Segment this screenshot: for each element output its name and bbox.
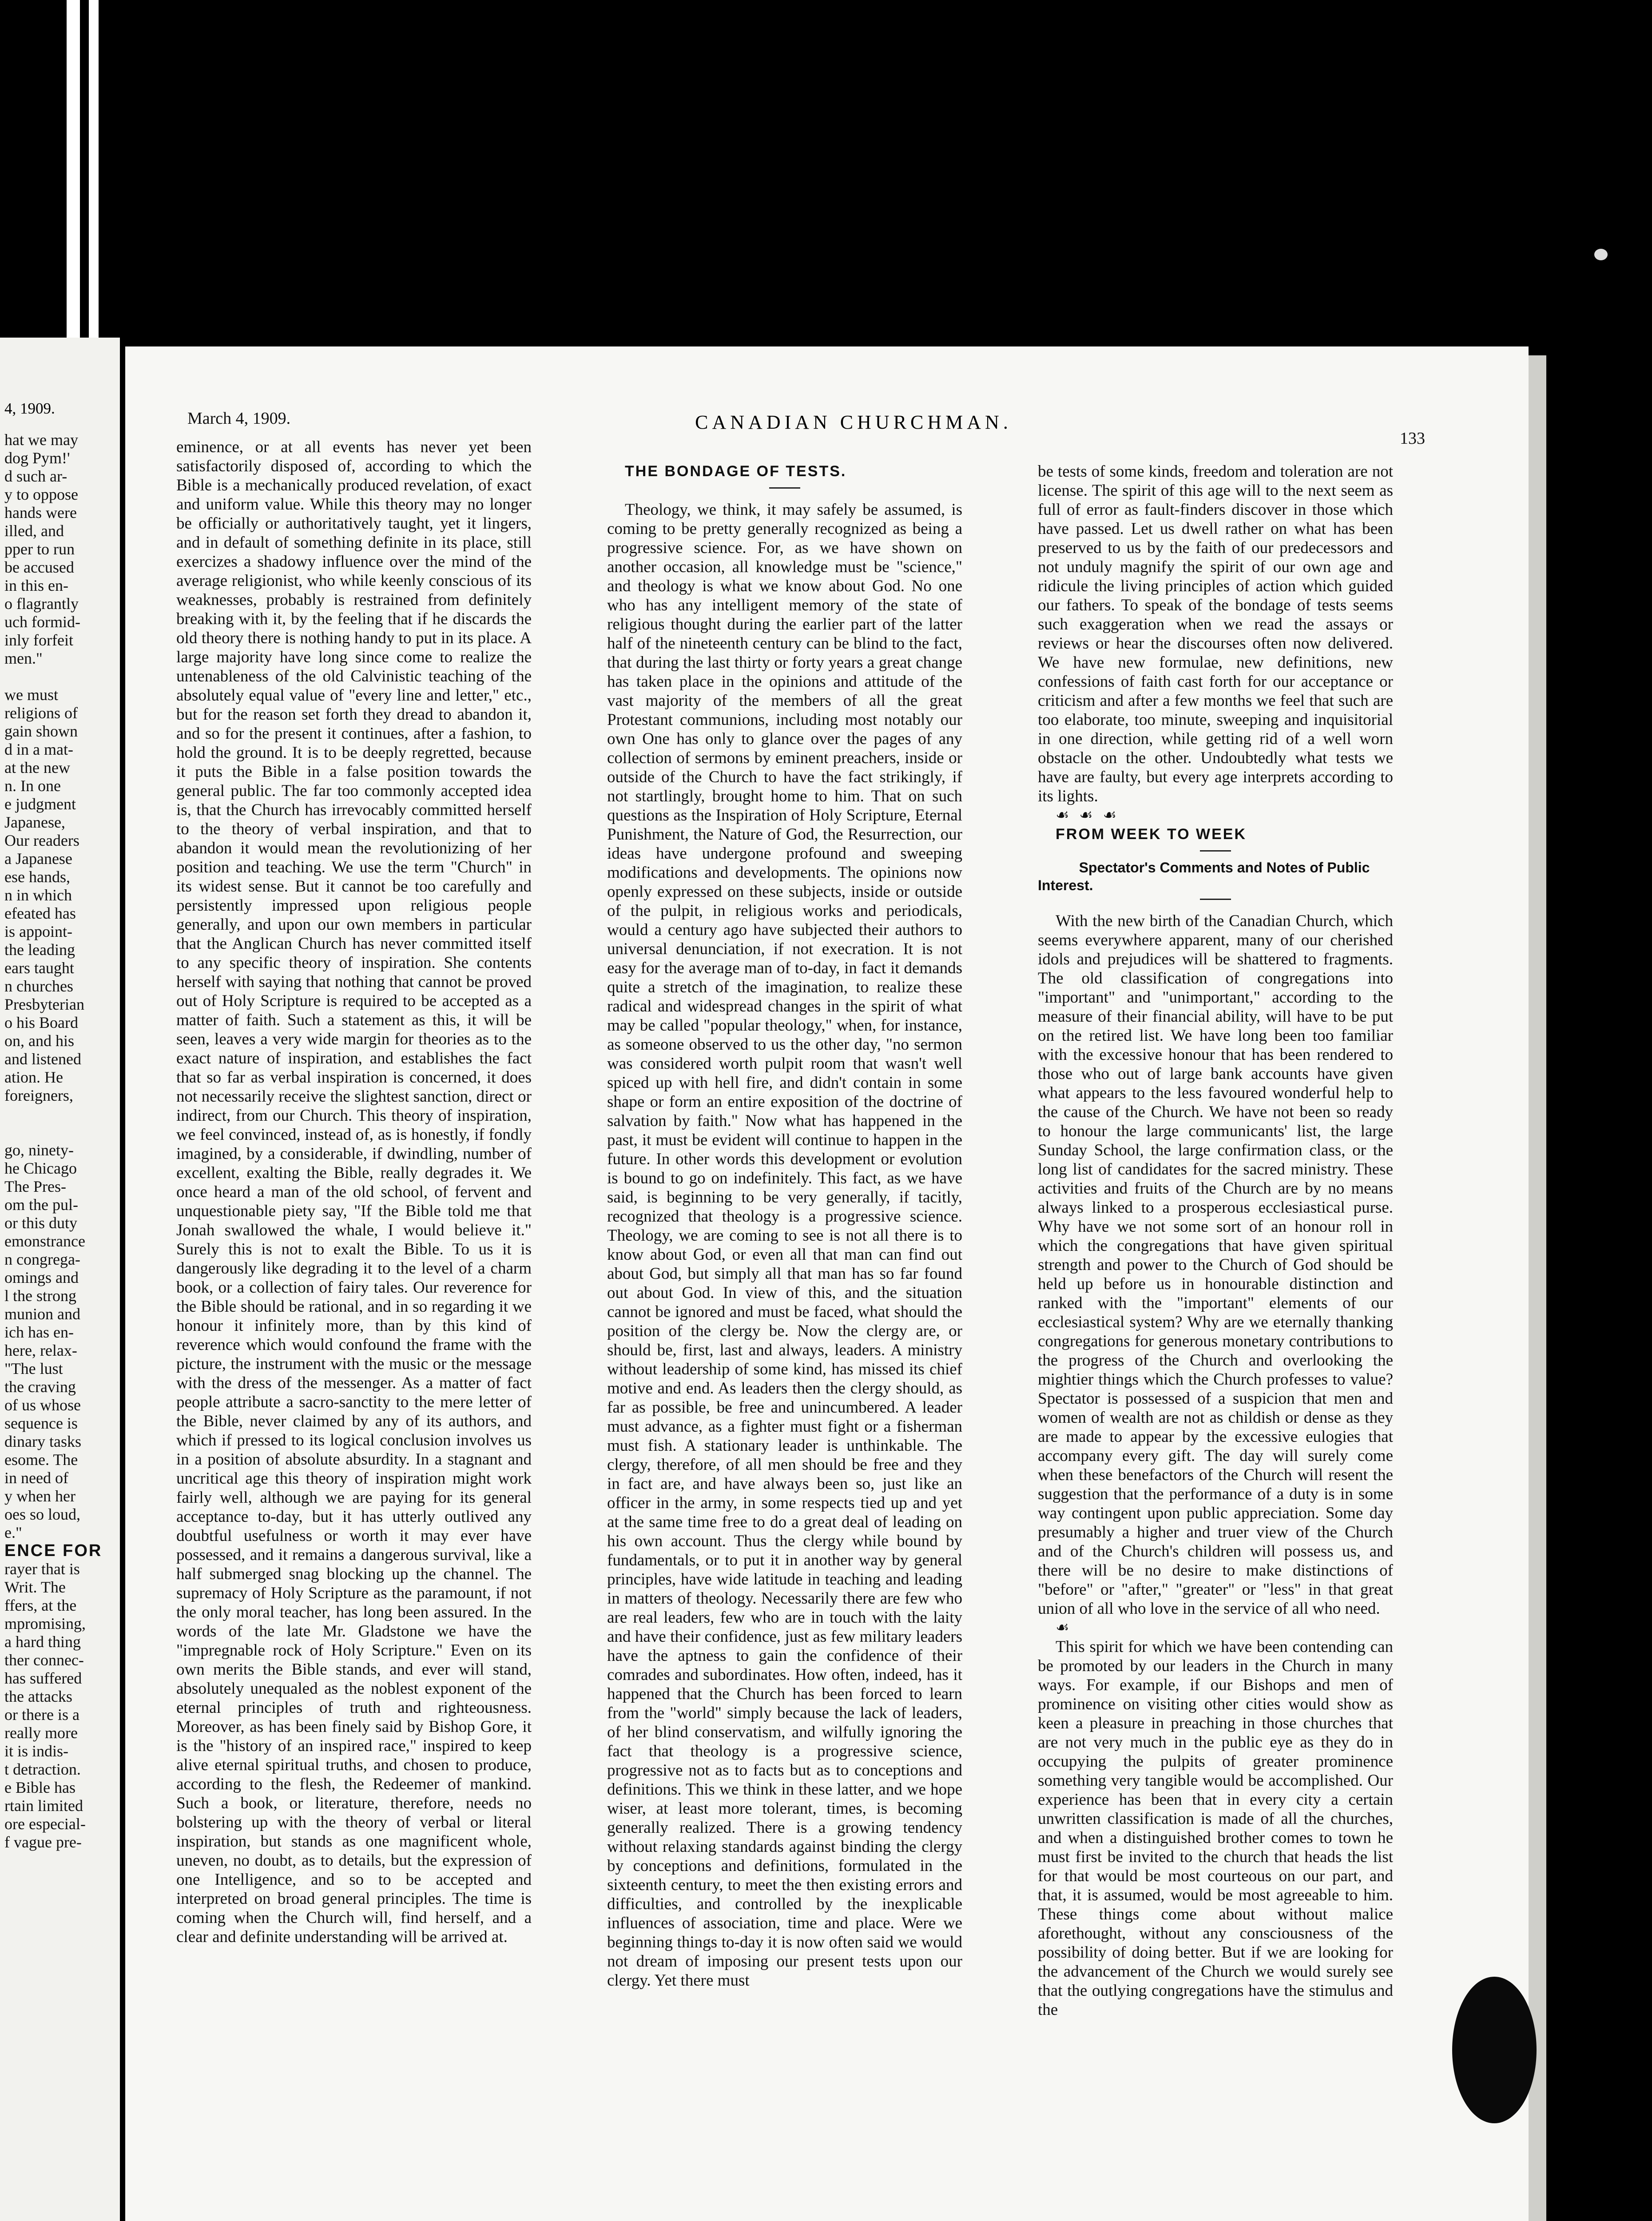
previous-page-line: ation. He bbox=[4, 1068, 63, 1086]
previous-page-line: n in which bbox=[4, 886, 72, 904]
previous-page-line: ther connec- bbox=[4, 1651, 84, 1669]
newspaper-page bbox=[125, 346, 1529, 2221]
column-3-paragraph-bottom: This spirit for which we have been contending can be promoted by our leaders in the Church in many ways. For example, if our Bishops and men of prominence on visiting other cities would show as keen a pleasure in preaching in those churches that are not very much in the public eye as they do in occupying the pulpits of greater prominence something very tangible would be accomplished. Our experience has been that in every city a certain unwritten classification is made of all the churches, and when a distinguished brother comes to town he must first be invited to the church that heads the list for that would be most courteous on our part, and that, it is assumed, would be most agreeable to him. These things come about without malice aforethought, without any consciousness of the possibility of doing better. But if we are looking for the advancement of the Church we would surely see that the outlying congregations have the stimulus and the bbox=[1038, 1638, 1393, 2019]
previous-page-line: hands were bbox=[4, 504, 77, 521]
previous-page-line: has suffered bbox=[4, 1669, 82, 1687]
column-1 bbox=[176, 438, 532, 1946]
previous-page-line: pper to run bbox=[4, 540, 75, 558]
previous-page-line: The Pres- bbox=[4, 1178, 66, 1195]
previous-page-line: we must bbox=[4, 686, 58, 704]
article-heading-from-week-to-week: FROM WEEK TO WEEK bbox=[1056, 826, 1247, 843]
previous-page-line: the leading bbox=[4, 941, 75, 959]
previous-page-line: d in a mat- bbox=[4, 740, 73, 758]
article-heading-bondage-of-tests: THE BONDAGE OF TESTS. bbox=[625, 463, 847, 480]
ornament-divider-small: ☙ bbox=[1056, 1619, 1072, 1636]
subheading-rule bbox=[1200, 899, 1231, 900]
previous-page-line: the attacks bbox=[4, 1688, 72, 1705]
previous-page-line: ore especial- bbox=[4, 1815, 86, 1833]
previous-page-line: Our readers bbox=[4, 832, 79, 849]
previous-page-line: of us whose bbox=[4, 1396, 81, 1414]
previous-page-line: inly forfeit bbox=[4, 631, 73, 649]
previous-page-line: really more bbox=[4, 1724, 78, 1742]
previous-page-line: emonstrance bbox=[4, 1232, 85, 1250]
previous-page-line: efeated has bbox=[4, 904, 76, 922]
column-1-paragraph: eminence, or at all events has never yet been satisfactorily disposed of, according to which the Bible is a mechanically produced revelation, of exact and uniform value. While this theory may no longer be officially or authoritatively taught, yet it lingers, and in default of something definite in its place, still exercizes a shadowy influence over the mind of the average religionist, who while keenly conscious of its weaknesses, probably is restrained from definitely breaking with it, by the feeling that if he discards the old theory there is nothing handy to put in its place. A large majority have long since come to realize the untenableness of the old Calvinistic teaching of the absolutely equal value of "every line and letter," etc., but for the reason set forth they dread to abandon it, and so for the present it continues, after a fashion, to hold the ground. It is to be deeply regretted, because it puts the Bible in a false position towards the general public. The far too commonly accepted idea is, that the Church has irrevocably committed herself to the theory of verbal inspiration, and that to abandon it would mean the revolutionizing of her position and teaching. We use the term "Church" in its widest sense. But it cannot be too carefully and persistently impressed upon religious people generally, and upon our own members in particular that the Anglican Church has never committed itself to any specific theory of inspiration. She contents herself with saying that nothing that cannot be proved out of Holy Scripture is required to be accepted as a matter of faith. Such a statement as this, it will be seen, leaves a very wide margin for theories as to the exact nature of inspiration, and establishes the fact that so far as verbal inspiration is concerned, it does not necessarily receive the slightest sanction, direct or indirect, from our Church. This theory of inspiration, we feel convinced, instead of, as is honestly, if fondly imagined, by a considerable, if dwindling, number of excellent, exalting the Bible, really degrades it. We once heard a man of the old school, of fervent and unquestionable piety say, "If the Bible told me that Jonah swallowed the whale, I would believe it." Surely this is not to exalt the Bible. To us it is dangerously like degrading it to the level of a charm book, or a collection of fairy tales. Our reverence for the Bible should be rational, and in so regarding it we honour it infinitely more, than by this kind of reverence which would confound the frame with the picture, the instrument with the music or the message with the dress of the messenger. As a matter of fact people attribute a sacro-sanctity to the mere letter of the Bible, never claimed by any of its authors, and which if pressed to its logical conclusion involves us in a position of absolute absurdity. In a stagnant and uncritical age this theory of inspiration might work fairly well, although we are paying for its general acceptance to-day, but it has utterly outlived any doubtful usefulness or worth it may ever have possessed, and it remains a dangerous survival, like a half submerged snag blocking up the channel. The supremacy of Holy Scripture as the paramount, if not the only moral teacher, has long been assured. In the words of the late Mr. Gladstone we have the "impregnable rock of Holy Scripture." Even on its own merits the Bible stands, and ever will stand, absolutely unequaled as the noblest exponent of the eternal principles of truth and righteousness. Moreover, as has been finely said by Bishop Gore, it is the "history of an inspired race," inspired to keep alive eternal spiritual truths, and chosen to produce, according to the flesh, the Redeemer of mankind. Such a book, or literature, therefore, needs no bolstering up with the theory of verbal or literal inspiration, but stands as one magnificent whole, uneven, no doubt, as to details, but the expression of one Intelligence, and so to be accepted and interpreted on broad general principles. The time is coming when the Church will, find herself, and a clear and definite understanding will be arrived at. bbox=[176, 438, 532, 1946]
previous-page-line: religions of bbox=[4, 704, 78, 722]
previous-page-line: mpromising, bbox=[4, 1615, 86, 1632]
previous-page-line: rayer that is bbox=[4, 1560, 80, 1578]
column-3 bbox=[1038, 462, 1393, 2019]
scan-smudge bbox=[1452, 1977, 1537, 2123]
previous-page-line bbox=[4, 1123, 118, 1141]
previous-page-line: e." bbox=[4, 1524, 22, 1541]
previous-page-line: at the new bbox=[4, 759, 70, 776]
previous-page-line: men." bbox=[4, 649, 43, 667]
previous-page-line: f vague pre- bbox=[4, 1833, 82, 1851]
previous-page-line: om the pul- bbox=[4, 1196, 78, 1214]
previous-page-line: y when her bbox=[4, 1487, 75, 1505]
previous-page-line: n churches bbox=[4, 977, 73, 995]
previous-page-line bbox=[4, 668, 118, 686]
previous-page-line: or this duty bbox=[4, 1214, 78, 1232]
previous-page-line: go, ninety- bbox=[4, 1141, 74, 1159]
previous-page-line: o his Board bbox=[4, 1014, 78, 1031]
previous-page-line bbox=[4, 1105, 118, 1123]
previous-page-line: t detraction. bbox=[4, 1760, 81, 1778]
previous-page-line: a hard thing bbox=[4, 1633, 81, 1651]
previous-page-line: ese hands, bbox=[4, 868, 70, 886]
previous-page-line: rtain limited bbox=[4, 1797, 83, 1815]
previous-page-header-date: 4, 1909. bbox=[4, 400, 55, 417]
previous-page-line: n congrega- bbox=[4, 1250, 80, 1268]
previous-page-line: sequence is bbox=[4, 1414, 78, 1432]
previous-page-line: the craving bbox=[4, 1378, 76, 1396]
previous-page-line: or there is a bbox=[4, 1706, 79, 1723]
previous-page-line: y to oppose bbox=[4, 486, 78, 503]
previous-page-line: "The lust bbox=[4, 1360, 63, 1377]
previous-page-line: ears taught bbox=[4, 959, 74, 977]
previous-page-line: omings and bbox=[4, 1269, 79, 1286]
previous-page-line: is appoint- bbox=[4, 923, 72, 940]
previous-page-line: in this en- bbox=[4, 577, 68, 594]
previous-page-line: foreigners, bbox=[4, 1087, 73, 1104]
article-subheading: Spectator's Comments and Notes of Public Interest. bbox=[1038, 860, 1370, 893]
page-edge-shadow bbox=[1529, 355, 1546, 2221]
previous-page-line: munion and bbox=[4, 1305, 80, 1323]
previous-page-line: e judgment bbox=[4, 795, 76, 813]
previous-page-line: d such ar- bbox=[4, 467, 68, 485]
newspaper-title: CANADIAN CHURCHMAN. bbox=[695, 411, 1012, 433]
previous-page-heading: ENCE FOR bbox=[4, 1541, 103, 1560]
previous-page-line: ffers, at the bbox=[4, 1596, 77, 1614]
previous-page-line: Writ. The bbox=[4, 1578, 66, 1596]
previous-page-text bbox=[4, 431, 118, 1851]
previous-page-line: a Japanese bbox=[4, 850, 72, 868]
page-number: 133 bbox=[1400, 429, 1425, 448]
heading-rule bbox=[769, 487, 800, 489]
previous-page-line: be accused bbox=[4, 558, 74, 576]
column-2 bbox=[607, 462, 962, 1990]
heading-rule bbox=[1200, 850, 1231, 852]
previous-page-line: dog Pym!' bbox=[4, 449, 70, 467]
previous-page-fragment bbox=[0, 338, 120, 2221]
column-3-paragraph-top: be tests of some kinds, freedom and toleration are not license. The spirit of this age will to the next seem as full of error as fault-finders discover in those which have passed. Let us dwell rather on what has been preserved to us by the faith of our predecessors and not unduly magnify the spirit of our own age and ridicule the living principles of action which guided our fathers. To speak of the bondage of tests seems such exaggeration when we read the assays or reviews or hear the discourses often now delivered. We have new formulae, new definitions, new confessions of faith cast forth for our acceptance or criticism and after a few months we feel that such are too elaborate, too minute, sweeping and inquisitorial in one direction, while getting rid of a well worn obstacle on the other. Undoubtedly what tests we have are faulty, but every age interprets according to its lights. bbox=[1038, 462, 1393, 805]
previous-page-line: here, relax- bbox=[4, 1341, 77, 1359]
previous-page-line: ich has en- bbox=[4, 1323, 74, 1341]
previous-page-line: oes so loud, bbox=[4, 1505, 80, 1523]
previous-page-line: gain shown bbox=[4, 722, 78, 740]
previous-page-line: he Chicago bbox=[4, 1159, 77, 1177]
previous-page-line: dinary tasks bbox=[4, 1433, 81, 1450]
previous-page-line: n. In one bbox=[4, 777, 61, 795]
previous-page-line: e Bible has bbox=[4, 1779, 75, 1796]
previous-page-line: Japanese, bbox=[4, 813, 65, 831]
previous-page-line: l the strong bbox=[4, 1287, 76, 1305]
ornament-divider: ☙ ☙ ☙ bbox=[1056, 806, 1120, 824]
previous-page-line: esome. The bbox=[4, 1451, 78, 1469]
previous-page-line: and listened bbox=[4, 1050, 81, 1068]
previous-page-line: in need of bbox=[4, 1469, 68, 1487]
previous-page-line: o flagrantly bbox=[4, 595, 79, 613]
page-date: March 4, 1909. bbox=[187, 409, 291, 428]
previous-page-line: it is indis- bbox=[4, 1742, 69, 1760]
speck bbox=[1594, 249, 1608, 260]
column-2-paragraph: Theology, we think, it may safely be assumed, is coming to be pretty generally recognized as being a progressive science. For, as we have shown on another occasion, all knowledge must be "science," and theology is what we know about God. No one who has any intelligent memory of the state of religious thought during the earlier part of the latter half of the nineteenth century can be blind to the fact, that during the last thirty or forty years a great change has taken place in the opinions and attitude of the vast majority of the members of all the great Protestant communions, including most notably our own One has only to glance over the pages of any collection of sermons by eminent preachers, inside or outside of the Church to have the fact strikingly, if not startlingly, brought home to him. That on such questions as the Inspiration of Holy Scripture, Eternal Punishment, the Nature of God, the Resurrection, our ideas have undergone profound and sweeping modifications and developments. The opinions now openly expressed on these subjects, inside or outside of the pulpit, in religious works and periodicals, would a century ago have subjected their authors to universal denunciation, if not execration. It is not easy for the average man of to-day, in fact it demands quite a stretch of the imagination, to realize these radical and widespread changes in the spirit of what may be called "popular theology," when, for instance, as someone observed to us the other day, "no sermon was considered worth pulpit room that wasn't well spiced up with hell fire, and didn't contain in some shape or form an entire exposition of the doctrine of salvation by faith." Now what has happened in the past, it must be evident will continue to happen in the future. In other words this development or evolution is bound to go on indefinitely. This fact, as we have said, is beginning to be very generally, if tacitly, recognized that theology is a progressive science. Theology, we are coming to see is not all there is to know about God, or even all that man can find out about God, but simply all that man has so far found out about God. In view of this, and the situation cannot be ignored and must be faced, what should the position of the clergy be. Now the clergy are, or should be, first, last and always, leaders. A ministry without leadership of some kind, has missed its chief motive and end. As leaders then the clergy should, as far as possible, be free and unincumbered. A leader must advance, as a fighter must fight or a fisherman must fish. A stationary leader is unthinkable. The clergy, therefore, of all men should be free and they in fact are, and have always been so, just like an officer in the army, in some respects tied up and yet at the same time free to do a great deal of leading on his own account. Thus the clergy while bound by fundamentals, or to put it in another way by general principles, have wide latitude in teaching and leading in matters of theology. Necessarily there are few who are real leaders, few who are in touch with the laity and have their confidence, just as few military leaders have the aptness to gain the confidence of their comrades and subordinates. How often, indeed, has it happened that the Church has been forced to learn from the "world" simply because the lack of leaders, of her blind conservatism, and wilfully ignoring the fact that theology is a progressive science, progressive not as to facts but as to conceptions and definitions. This we think in these latter, and we hope wiser, at least more tolerant, times, is becoming generally realized. There is a growing tendency without relaxing standards against binding the clergy by conceptions and definitions, formulated in the sixteenth century, to meet the then existing errors and difficulties, and controlled by the inexplicable influences of association, time and place. Were we beginning things to-day it is now often said we would not dream of imposing our present tests upon our clergy. Yet there must bbox=[607, 501, 962, 1990]
column-3-paragraph-mid: With the new birth of the Canadian Church, which seems everywhere apparent, many of our cherished idols and prejudices will be shattered to fragments. The old classification of congregations into "important" and "unimportant," according to the measure of their financial ability, will have to be put on the retired list. We have long been too familiar with the excessive honour that has been rendered to those who out of large bank accounts have given what appears to the less favoured wonderful help to the cause of the Church. We have not been so ready to honour the large communicants' list, the large Sunday School, the large confirmation class, or the long list of candidates for the sacred ministry. These activities and fruits of the Church are by no means always linked to a prosperous ecclesiastical purse. Why have we not some sort of an honour roll in which the congregations that have given spiritual strength and power to the Church of God should be held up before us in honourable distinction and ranked with the "important" elements of our ecclesiastical system? Why are we eternally thanking congregations for generous monetary contributions to the progress of the Church and overlooking the mightier things which the Church professes to value? Spectator is possessed of a suspicion that men and women of wealth are not as childish or dense as they are made to appear by the excessive eulogies that accompany every gift. The day will surely come when these benefactors of the Church will resent the suggestion that the performance of a duty is in some way contingent upon public appreciation. Some day presumably a higher and truer view of the Church and of the Church's children will possess us, and there will be no desire to make distinctions of "before" or "after," "greater" or "less" in that great union of all who love in the service of all who need. bbox=[1038, 912, 1393, 1618]
previous-page-line: uch formid- bbox=[4, 613, 80, 631]
previous-page-line: illed, and bbox=[4, 522, 64, 540]
previous-page-line: Presbyterian bbox=[4, 995, 84, 1013]
previous-page-line: hat we may bbox=[4, 431, 78, 449]
previous-page-line: on, and his bbox=[4, 1032, 74, 1050]
